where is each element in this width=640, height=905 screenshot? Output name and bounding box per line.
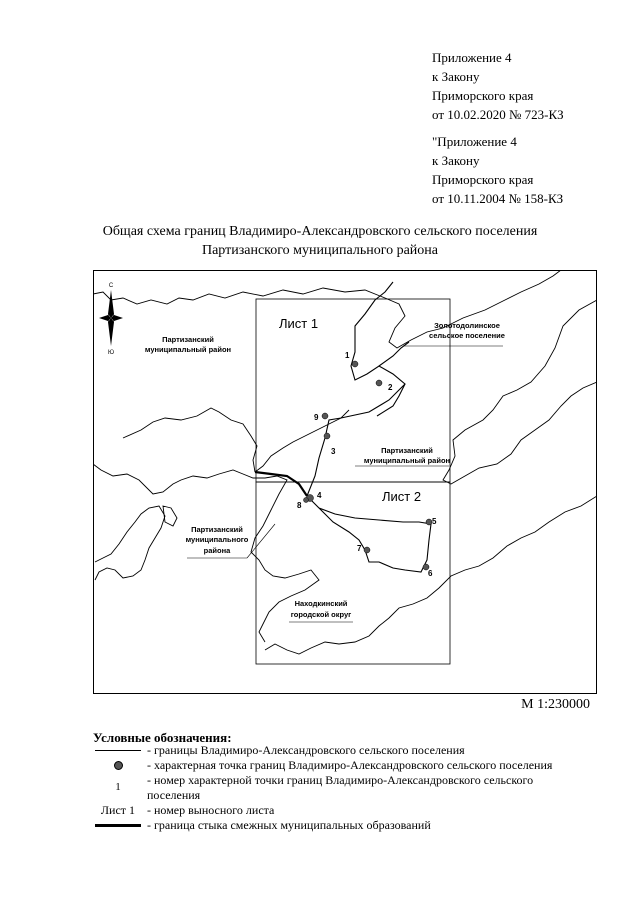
compass-south-label: Ю [107,350,115,356]
region-label: Партизанский [381,446,433,455]
point-number-label: 6 [428,569,433,578]
region-label: городской округ [290,610,352,619]
point-number-label: 5 [432,517,437,526]
region-label: Находкинский [294,599,348,608]
point-number-label: 9 [314,413,319,422]
legend-item-text: - номер характерной точки границ Владимиро-Александровского сельского поселения [147,773,534,802]
point-number-label: 8 [297,501,302,510]
legend-title: Условные обозначения: [93,730,232,745]
annex-line: Приморского края [432,172,534,187]
boundary-point-9 [322,413,328,419]
legend-item-text: - характерная точка границ Владимиро-Александровского сельского поселения [147,758,553,772]
map-scale: М 1:230000 [521,697,590,712]
annex-line: "Приложение 4 [432,134,517,149]
title-line-2: Партизанского муниципального района [201,243,438,258]
annex-line: от 10.11.2004 № 158-КЗ [432,191,564,206]
original-annex-header [432,132,563,208]
thick-border-symbol [93,824,143,827]
point-dot-symbol [93,758,143,773]
region-label: муниципального [185,535,249,544]
legend-item [93,803,593,818]
boundary-point-1 [352,361,358,367]
region-label: района [203,546,231,555]
region-label: муниципальный район [144,345,232,354]
sheet-2-label: Лист 2 [382,489,422,504]
boundary-line-symbol [93,750,143,751]
point-number-symbol: 1 [115,781,121,793]
compass-north-label: С [108,283,114,289]
sheet-1-label: Лист 1 [279,316,319,331]
boundary-point-3 [324,433,330,439]
document-title [0,222,640,260]
region-label: Золотодолинское [434,321,500,330]
boundary-map [93,270,597,694]
legend-item [93,773,593,803]
point-number-label: 2 [388,383,393,392]
legend-item [93,743,593,758]
boundary-point-8 [304,498,309,503]
region-label: Партизанский [191,525,243,534]
legend-item [93,818,593,833]
region-label: Партизанский [162,335,214,344]
region-label: муниципальный район [363,456,451,465]
region-label: сельское поселение [429,331,505,340]
title-line-1: Общая схема границ Владимиро-Александровского сельского поселения [102,224,538,239]
legend-item-text: - границы Владимиро-Александровского сельского поселения [147,743,465,757]
boundary-point-2 [376,380,382,386]
point-number-label: 1 [345,351,350,360]
annex-line: от 10.02.2020 № 723-КЗ [432,107,564,122]
point-number-label: 3 [331,447,336,456]
point-number-label: 7 [357,544,362,553]
point-number-label: 4 [317,491,322,500]
annex-line: к Закону [432,69,480,84]
annex-header [432,48,564,124]
legend-item [93,758,593,773]
sheet-number-symbol: Лист 1 [100,803,136,817]
boundary-point-7 [364,547,370,553]
annex-line: Приморского края [432,88,534,103]
annex-line: к Закону [432,153,480,168]
annex-line: Приложение 4 [432,50,512,65]
legend-item-text: - граница стыка смежных муниципальных образований [147,818,431,832]
legend-item-text: - номер выносного листа [147,803,275,817]
